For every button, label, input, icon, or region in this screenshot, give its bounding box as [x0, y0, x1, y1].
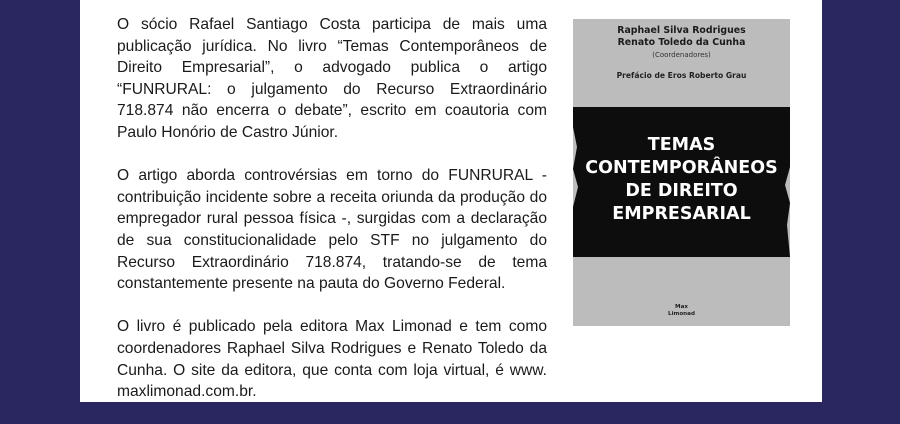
- book-author-2: Renato Toledo da Cunha: [617, 37, 746, 48]
- book-title: [573, 134, 790, 226]
- paragraph-topic: O artigo aborda controvérsias em torno do FUNRURAL - contribuição incidente sobre a receita oriunda da produção do empregador rural pessoa física -, surgidas com a declaração de sua constitucionalidade pelo STF no julgamento do Recurso Extraordinário 718.874, tratando-se de tema constantemente presente na pauta do Governo Federal.: [117, 167, 547, 293]
- book-preface: Prefácio de Eros Roberto Grau: [616, 71, 747, 80]
- book-author-1: Raphael Silva Rodrigues: [617, 25, 746, 36]
- publisher-line: Limonad: [668, 311, 695, 317]
- book-publisher-logo: [573, 304, 790, 318]
- publisher-line: Max: [675, 304, 688, 310]
- article-text: [117, 14, 547, 424]
- book-title-line: EMPRESARIAL: [612, 204, 751, 224]
- book-coordinators-note: (Coordenadores): [652, 51, 711, 59]
- book-title-line: CONTEMPORÂNEOS: [585, 158, 778, 178]
- paragraph-publisher: O livro é publicado pela editora Max Limonad e tem como coordenadores Raphael Silva Rodrigues e Renato Toledo da Cunha. O site da editora, que conta com loja virtual, é www. maxlimonad.com.br.: [117, 318, 547, 401]
- content-page: [80, 0, 822, 402]
- book-cover-image: [573, 19, 790, 326]
- paragraph-intro: O sócio Rafael Santiago Costa participa de mais uma publicação jurídica. No livro “Temas Contemporâneos de Direito Empresarial”, o advogado publica o artigo “FUNRURAL: o julgamento do Recurso Extraordinário 718.874 não encerra o debate”, escrito em coautoria com Paulo Honório de Castro Júnior.: [117, 16, 547, 141]
- book-title-line: TEMAS: [647, 135, 716, 155]
- book-authors: [573, 25, 790, 61]
- book-title-line: DE DIREITO: [625, 181, 738, 201]
